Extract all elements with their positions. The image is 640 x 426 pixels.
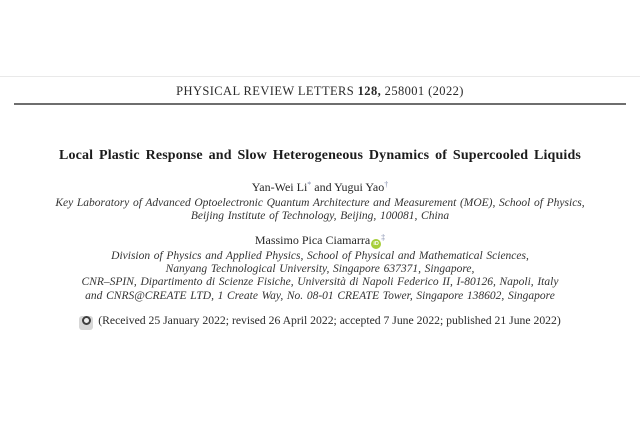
author-line-2: [0, 233, 640, 249]
author-name: Massimo Pica Ciamarra: [254, 233, 371, 247]
journal-volume: 128,: [357, 84, 382, 98]
footnote-double-dagger-marker[interactable]: ‡: [381, 233, 386, 242]
footnote-asterisk-marker[interactable]: *: [307, 180, 312, 189]
received-dates-text: (Received 25 January 2022; revised 26 April 2022; accepted 7 June 2022; published 21 June 2022): [98, 314, 561, 327]
crossmark-icon[interactable]: [79, 316, 93, 330]
header-rule: [14, 103, 626, 105]
journal-header: [0, 84, 640, 99]
article-title: Local Plastic Response and Slow Heterogeneous Dynamics of Supercooled Liquids: [58, 148, 582, 163]
affiliation-block-1: [0, 197, 640, 223]
author-name: Yan-Wei Li: [251, 180, 308, 194]
author-line-1: [0, 180, 640, 195]
affiliation-line: CNR–SPIN, Dipartimento di Scienze Fisiche, Università di Napoli Federico II, I-80126, Napoli, Italy: [81, 276, 559, 289]
author-separator: and: [314, 180, 332, 194]
crossmark-ring: [82, 316, 91, 325]
affiliation-line: and CNRS@CREATE LTD, 1 Create Way, No. 08-01 CREATE Tower, Singapore 138602, Singapore: [85, 289, 555, 302]
orcid-icon[interactable]: iD: [371, 239, 381, 249]
footnote-dagger-marker[interactable]: †: [384, 180, 389, 189]
affiliation-line: Division of Physics and Applied Physics, School of Physical and Mathematical Sciences,: [111, 250, 529, 262]
page-edge-line: [0, 76, 640, 77]
author-name: Yugui Yao: [334, 180, 385, 194]
received-dates-line: [0, 313, 640, 330]
affiliation-line: Nanyang Technological University, Singapore 637371, Singapore,: [165, 263, 475, 276]
journal-title: PHYSICAL REVIEW LETTERS: [176, 84, 355, 98]
journal-article-number: 258001 (2022): [384, 84, 464, 98]
affiliation-line: Beijing Institute of Technology, Beijing, 100081, China: [190, 210, 450, 223]
affiliation-block-2: [0, 250, 640, 303]
affiliation-line: Key Laboratory of Advanced Optoelectronic Quantum Architecture and Measurement (MOE), School of Physics,: [55, 197, 585, 209]
